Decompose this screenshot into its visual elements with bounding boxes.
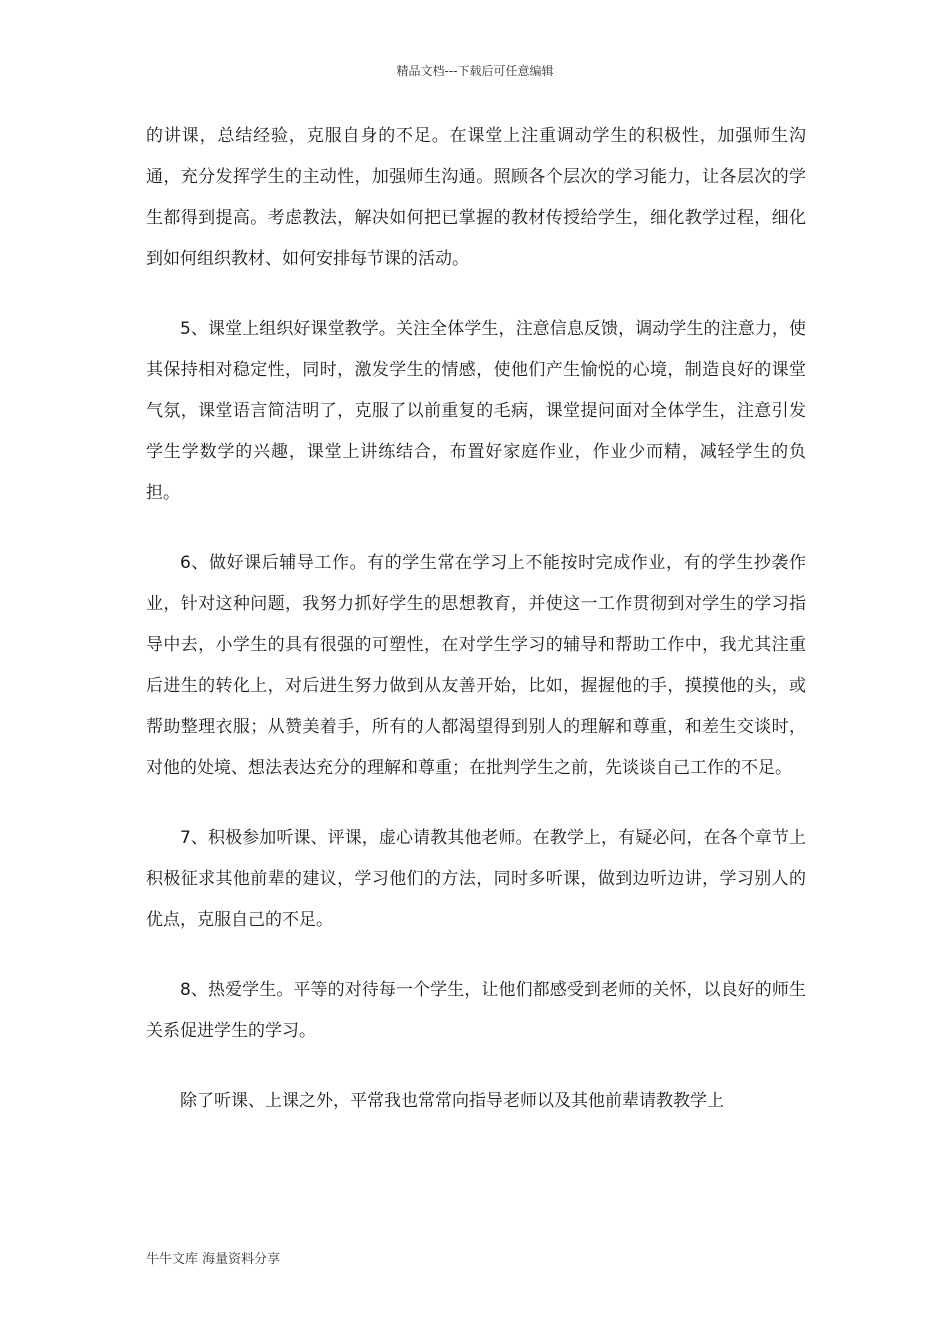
- page-footer: 牛牛文库 海量资料分享: [146, 1252, 281, 1267]
- paragraph-closing: 除了听课、上课之外，平常我也常常向指导老师以及其他前辈请教教学上: [180, 1091, 724, 1111]
- paragraph-item-7: 7、积极参加听课、评课，虚心请教其他老师。在教学上，有疑必问，在各个章节上积极征求其他前辈的建议，学习他们的方法，同时多听课，做到边听边讲，学习别人的优点，克服自己的不足。: [146, 828, 806, 930]
- page-header: 精品文档---下载后可任意编辑: [396, 64, 554, 78]
- paragraph-continuation: 的讲课，总结经验，克服自身的不足。在课堂上注重调动学生的积极性，加强师生沟通，充分发挥学生的主动性，加强师生沟通。照顾各个层次的学习能力，让各层次的学生都得到提高。考虑教法，解决如何把已掌握的教材传授给学生，细化教学过程，细化到如何组织教材、如何安排每节课的活动。: [146, 126, 806, 269]
- paragraph-item-5: 5、课堂上组织好课堂教学。关注全体学生，注意信息反馈，调动学生的注意力，使其保持相对稳定性，同时，激发学生的情感，使他们产生愉悦的心境，制造良好的课堂气氛，课堂语言简洁明了，克服了以前重复的毛病，课堂提问面对全体学生，注意引发学生学数学的兴趣，课堂上讲练结合，布置好家庭作业，作业少而精，减轻学生的负担。: [146, 319, 806, 503]
- paragraph-item-8: 8、热爱学生。平等的对待每一个学生，让他们都感受到老师的关怀，以良好的师生关系促进学生的学习。: [146, 980, 806, 1041]
- paragraph-item-6: 6、做好课后辅导工作。有的学生常在学习上不能按时完成作业，有的学生抄袭作业，针对这种问题，我努力抓好学生的思想教育，并使这一工作贯彻到对学生的学习指导中去，小学生的具有很强的可塑性，在对学生学习的辅导和帮助工作中，我尤其注重后进生的转化上，对后进生努力做到从友善开始，比如，握握他的手，摸摸他的头，或帮助整理衣服；从赞美着手，所有的人都渴望得到别人的理解和尊重，和差生交谈时，对他的处境、想法表达充分的理解和尊重；在批判学生之前，先谈谈自己工作的不足。: [146, 553, 806, 778]
- document-body: [146, 116, 806, 1151]
